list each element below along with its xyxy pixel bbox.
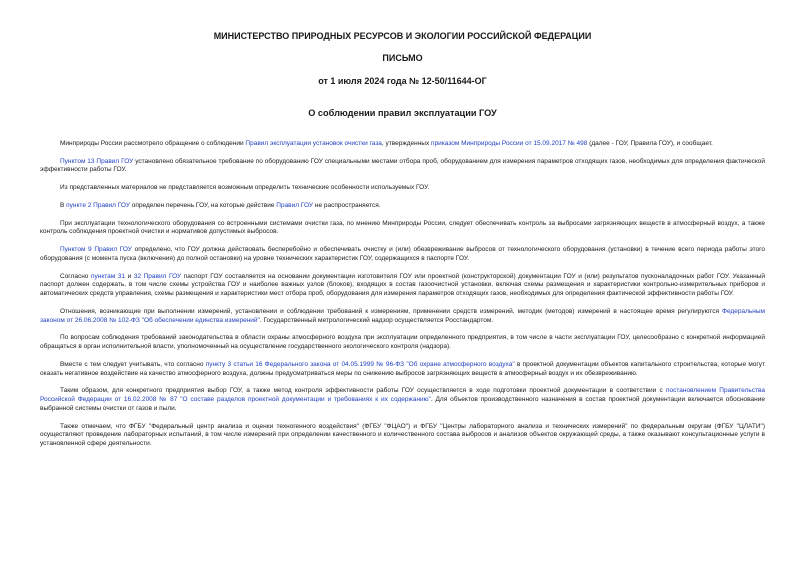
paragraph-text: определено, что ГОУ должна действовать бесперебойно и обеспечивать очистку и (или) обезвреживание выбросов от технологического оборудования (установки) в течение всего периода работы этого оборудования (с момента пуска (включения) до полной остановки) на уровне технических характеристик ГОУ, содержащихся в паспорте ГОУ. — [40, 246, 765, 262]
document-link[interactable]: Федеральным законом от 26.06.2008 № 102-ФЗ "Об обеспечении единства измерений" — [40, 307, 765, 324]
paragraph — [40, 423, 765, 449]
document-link[interactable]: Пунктом 9 Правил ГОУ — [60, 246, 132, 254]
paragraph-text: . Для объектов производственного назначения в состав проектной документации включается обоснование выбранной системы очистки от газов и пыли. — [40, 396, 765, 412]
paragraph — [40, 158, 765, 176]
document-link[interactable]: пунктам 31 — [90, 272, 126, 280]
paragraph-text: Таким образом, для конкретного предприятия выбор ГОУ, а также метод контроля эффективности работы ГОУ осуществляется в ходе подготовки проектной документации в соответствии с — [60, 387, 666, 395]
document-date-number: от 1 июля 2024 года № 12-50/11644-ОГ — [318, 76, 487, 86]
document-type: ПИСЬМО — [382, 53, 423, 63]
paragraph — [40, 361, 765, 379]
document-subject: О соблюдении правил эксплуатации ГОУ — [308, 108, 497, 118]
letter-body — [40, 140, 765, 449]
paragraph — [40, 308, 765, 326]
document-link[interactable]: приказом Минприроды России от 15.09.2017 № 498 — [431, 140, 588, 147]
document-link[interactable]: постановлением Правительства Российской Федерации от 16.02.2008 № 87 "О составе разделов проектной документации и требованиях к их содержанию" — [40, 387, 765, 404]
paragraph — [40, 220, 765, 238]
paragraph-text: , утвержденных — [381, 140, 432, 147]
paragraph — [40, 140, 765, 149]
paragraph-text: Вместе с тем следует учитывать, что согласно — [60, 360, 206, 368]
paragraph-text: паспорт ГОУ составляется на основании документации изготовителя ГОУ или проектной (конструкторской) документации ГОУ и (или) результатов пусконаладочных работ ГОУ. Указанный паспорт должен содержать, в том числе схемы устройства ГОУ и наиболее важных узлов (блоков), входящих в состав газоочистной установки, включая схемы размещения и характеристики контрольно-измерительных приборов и автоматических средств управления, схемы размещения и характеристики мест отбора проб, оборудования для измерения параметров отходящих газов, необходимых для определения фактической эффективности работы ГОУ. — [40, 272, 765, 298]
paragraph-text: Также отмечаем, что ФГБУ "Федеральный центр анализа и оценки техногенного воздействия" (ФГБУ "ФЦАО") и ФГБУ "Центры лабораторного анализа и технических измерений" по федеральным округам (ФГБУ "ЦЛАТИ") осуществляют проведение лабораторных испытаний, в том числе измерений при определении качественного и количественного состава выбросов и анализов объектов окружающей среды, а также оказывают консультационные услуги в установленной сфере деятельности. — [40, 422, 765, 448]
document-link[interactable]: пункту 3 статьи 16 Федерального закона от 04.05.1999 № 96-ФЗ "Об охране атмосферного воздуха" — [205, 360, 515, 368]
paragraph — [40, 246, 765, 264]
paragraph-text: В — [60, 201, 67, 209]
paragraph — [40, 184, 765, 193]
paragraph-text: Согласно — [60, 272, 91, 280]
paragraph-text: установлено обязательное требование по оборудованию ГОУ специальными местами отбора проб, оборудованием для измерения параметров отходящих газов, необходимых для определения фактической эффективности работы ГОУ. — [40, 157, 765, 174]
document-link[interactable]: Правил ГОУ — [276, 201, 314, 209]
ministry-heading: МИНИСТЕРСТВО ПРИРОДНЫХ РЕСУРСОВ И ЭКОЛОГИИ РОССИЙСКОЙ ФЕДЕРАЦИИ — [213, 31, 592, 41]
paragraph — [40, 387, 765, 413]
paragraph-text: (далее - ГОУ, Правила ГОУ), и сообщает. — [587, 140, 713, 147]
document-link[interactable]: Пунктом 13 Правил ГОУ — [60, 157, 134, 165]
document-link[interactable]: 32 Правил ГОУ — [133, 272, 182, 280]
paragraph-text: Из представленных материалов не представляется возможным определить технические особенности используемых ГОУ. — [60, 184, 430, 192]
document-link[interactable]: Правил эксплуатации установок очистки газа — [245, 140, 382, 147]
paragraph-text: При эксплуатации технологического оборудования со встроенными системами очистки газа, по мнению Минприроды России, следует обеспечивать контроль за выбросами загрязняющих веществ в атмосферный воздух, а также контроль соблюдения проектной очистки и нормативов допустимых выбросов. — [40, 219, 765, 236]
document-link[interactable]: пункте 2 Правил ГОУ — [66, 201, 130, 209]
paragraph-text: в проектной документации объектов капитального строительства, которые могут оказать негативное воздействие на качество атмосферного воздуха, должны предусматриваться меры по снижению выбросов загрязняющих веществ в атмосферный воздух и их обезвреживанию. — [40, 360, 766, 377]
paragraph-text: не распространяется. — [313, 201, 381, 209]
paragraph — [40, 334, 765, 352]
paragraph-text: Отношения, возникающие при выполнении измерений, установлении и соблюдении требований к измерениям, применении средств измерений, методик (методов) измерений в настоящее время регулируются — [60, 307, 723, 315]
paragraph-text: определен перечень ГОУ, на которые действие — [129, 201, 277, 209]
paragraph-text: Минприроды России рассмотрело обращение о соблюдении — [60, 140, 246, 147]
paragraph — [40, 202, 765, 211]
paragraph-text: По вопросам соблюдения требований законодательства в области охраны атмосферного воздуха при эксплуатации определенного предприятия, в том числе в части эксплуатации ГОУ, целесообразно с конкретной информацией обращаться в орган исполнительной власти, уполномоченный на осуществление государственного экологического контроля (надзора). — [40, 334, 765, 351]
paragraph — [40, 273, 765, 299]
paragraph-text: и — [125, 272, 134, 280]
paragraph-text: . Государственный метрологический надзор осуществляется Росстандартом. — [259, 316, 494, 324]
